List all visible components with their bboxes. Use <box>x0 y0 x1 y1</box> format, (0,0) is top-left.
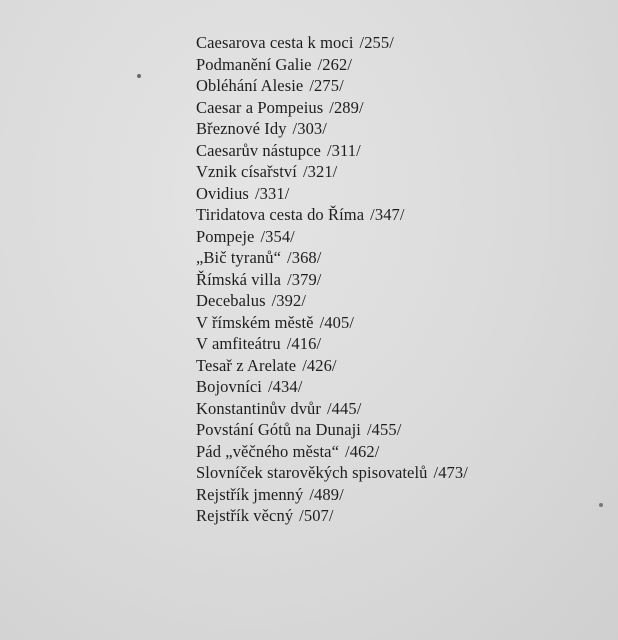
toc-entry-title: Podmanění Galie <box>196 54 312 74</box>
toc-entry <box>196 226 468 248</box>
toc-entry-page: /426/ <box>302 355 337 375</box>
toc-entry <box>196 140 468 162</box>
toc-entry-title: Březnové Idy <box>196 119 287 138</box>
toc-entry-page: /321/ <box>302 162 338 181</box>
toc-entry-page: /331/ <box>254 183 290 203</box>
toc-entry-title: Pád „věčného města“ <box>196 441 340 461</box>
toc-entry-title: Rejstřík věcný <box>196 506 294 525</box>
toc-entry-page: /455/ <box>367 420 402 439</box>
toc-entry-title: Rejstřík jmenný <box>196 484 304 504</box>
toc-entry-title: Slovníček starověkých spisovatelů <box>196 463 428 482</box>
toc-entry <box>196 269 468 291</box>
toc-entry-title: Caesarův nástupce <box>196 140 321 160</box>
toc-entry-page: /489/ <box>309 484 344 504</box>
toc-entry-title: Ovidius <box>196 183 249 203</box>
toc-entry <box>196 161 468 183</box>
toc-entry <box>196 312 468 334</box>
toc-entry-title: Obléhání Alesie <box>196 76 304 95</box>
toc-entry-page: /405/ <box>319 312 355 332</box>
toc-entry <box>196 484 468 506</box>
toc-entry-title: V amfiteátru <box>196 334 281 353</box>
toc-entry <box>196 333 468 355</box>
toc-entry-title: Caesarova cesta k moci <box>196 33 354 52</box>
toc-entry <box>196 441 468 463</box>
toc-entry <box>196 118 468 140</box>
toc-entry <box>196 355 468 377</box>
toc-entry <box>196 419 468 441</box>
toc-entry <box>196 32 468 54</box>
toc-entry <box>196 75 468 97</box>
toc-entry-page: /379/ <box>287 269 322 289</box>
toc-entry <box>196 290 468 312</box>
toc-entry-page: /347/ <box>370 205 405 224</box>
toc-entry-title: Konstantinův dvůr <box>196 398 321 418</box>
toc-entry-page: /311/ <box>326 140 361 160</box>
toc-entry-page: /445/ <box>326 398 362 418</box>
toc-entry-page: /289/ <box>329 97 364 117</box>
toc-entry-page: /262/ <box>317 54 353 74</box>
toc-entry <box>196 183 468 205</box>
toc-entry <box>196 54 468 76</box>
toc-entry <box>196 247 468 269</box>
toc-entry-title: Vznik císařství <box>196 162 297 181</box>
toc-entry-title: Tesař z Arelate <box>196 355 297 375</box>
toc-entry <box>196 97 468 119</box>
paper-speck <box>599 503 603 507</box>
toc-entry-title: Pompeje <box>196 226 255 246</box>
toc-entry-page: /507/ <box>299 506 334 525</box>
toc-entry <box>196 204 468 226</box>
toc-entry-title: Decebalus <box>196 291 266 310</box>
toc-entry-page: /434/ <box>267 377 303 396</box>
toc-entry-title: Caesar a Pompeius <box>196 97 324 117</box>
toc-entry-page: /473/ <box>433 463 468 482</box>
toc-entry-page: /368/ <box>287 248 322 267</box>
toc-entry <box>196 398 468 420</box>
paper-speck <box>137 74 141 78</box>
toc-entry-page: /416/ <box>286 334 322 353</box>
toc-entry-title: „Bič tyranů“ <box>196 248 282 267</box>
toc-entry <box>196 505 468 527</box>
table-of-contents <box>196 32 468 527</box>
toc-entry-page: /303/ <box>292 119 327 138</box>
toc-entry-title: V římském městě <box>196 312 314 332</box>
toc-entry-page: /462/ <box>345 441 380 461</box>
toc-entry-title: Tiridatova cesta do Říma <box>196 205 365 224</box>
toc-entry-page: /275/ <box>309 76 344 95</box>
toc-entry-page: /255/ <box>359 33 394 52</box>
toc-entry-title: Bojovníci <box>196 377 262 396</box>
toc-entry-page: /354/ <box>260 226 295 246</box>
toc-entry-title: Povstání Gótů na Dunaji <box>196 420 361 439</box>
toc-entry <box>196 462 468 484</box>
toc-entry <box>196 376 468 398</box>
toc-entry-page: /392/ <box>271 291 307 310</box>
toc-entry-title: Římská villa <box>196 269 282 289</box>
